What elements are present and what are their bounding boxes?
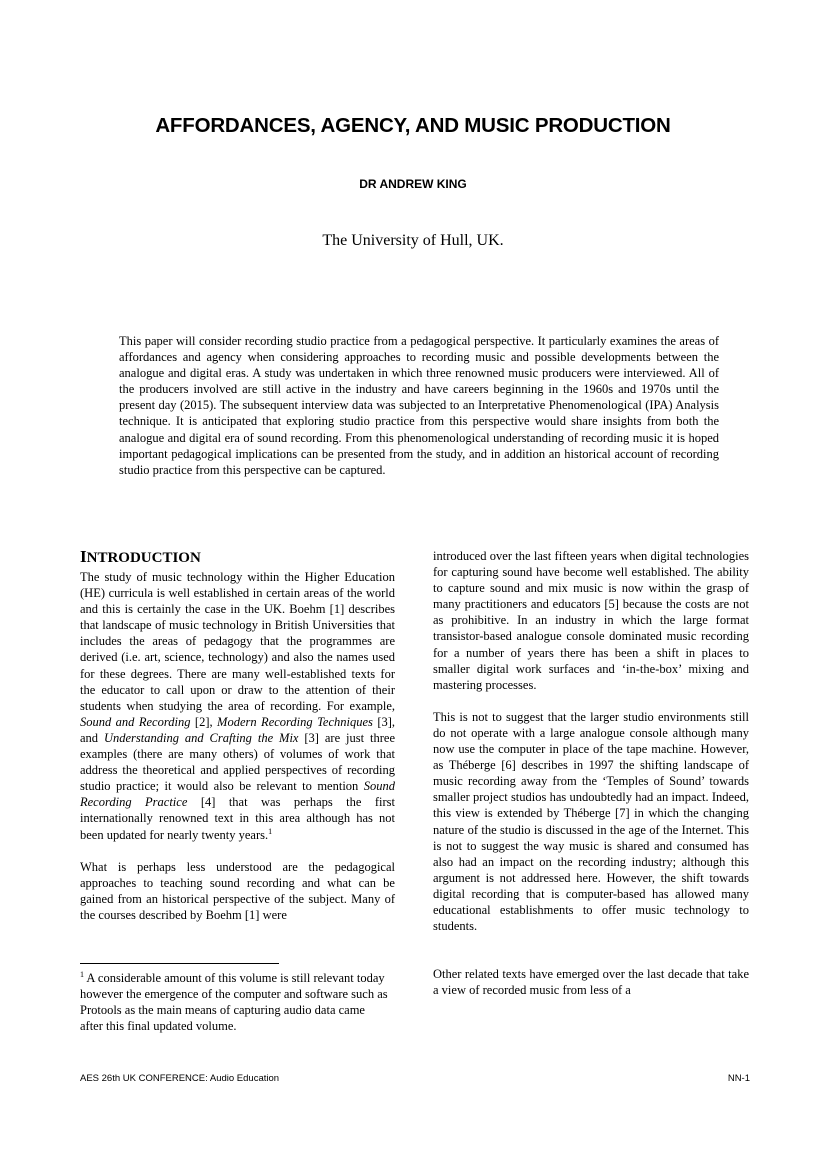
right-paragraph-1: introduced over the last fifteen years when digital technologies for capturing sound have become well established. The ability to capture sound and mix music is now within the grasp of many practitioners and educators [5] because the costs are not as prohibitive. In an industry in which the large format transistor-based analogue console dominated music recording for a number of years there has been a shift in places to smaller digital work surfaces and ‘in-the-box’ mixing and mastering processes. xyxy=(433,549,749,692)
text-run: [3] are just three examples (there are many others) of volumes of work that address the theoretical and applied perspectives of recording studio practice; it would also be relevant to mention xyxy=(80,730,396,794)
paper-title: AFFORDANCES, AGENCY, AND MUSIC PRODUCTION xyxy=(155,114,671,137)
left-column xyxy=(80,548,395,923)
section-heading-introduction xyxy=(80,548,395,567)
footnote-marker[interactable]: 1 xyxy=(268,826,273,836)
book-title: Sound and Recording xyxy=(80,714,191,729)
intro-paragraph-2: What is perhaps less understood are the pedagogical approaches to teaching sound recording and what can be gained from an historical perspective of the subject. Many of the courses described by Boehm [1] were xyxy=(80,859,395,922)
footer-page-number: NN-1 xyxy=(727,1073,750,1084)
author-name: DR ANDREW KING xyxy=(359,177,467,191)
footnote-rule xyxy=(80,963,279,964)
book-title: Modern Recording Techniques xyxy=(217,714,373,729)
right-paragraph-2: This is not to suggest that the larger studio environments still do not operate with a large analogue console although many now use the computer in place of the tape machine. However, as Théberge [6] describes in 1997 the shifting landscape of music recording away from the ‘Temples of Sound’ towards smaller project studios has undoubtedly had an impact. Indeed, this view is extended by Théberge [7] in which the changing nature of the studio is discussed in the age of the Internet. This is not to suggest the way music is shared and consumed has also had an impact on the recording industry; although this argument is not addressed here. However, the shift towards digital recording that is computer-based has allowed many educational establishments to offer music technology to students. xyxy=(433,709,749,934)
book-title: Sound Recording Practice xyxy=(80,779,396,810)
text-run: The study of music technology within the Higher Education (HE) curricula is well established in certain areas of the world and this is certainly the case in the UK. Boehm [1] describes that landscape of music technology in British Universities that includes the areas of pedagogy that the programmes are derived (i.e. art, science, technology) and also the names used for these degrees. There are many well-established texts for the educator to call upon or draw to the attention of their students when studying the area of recording. For example, xyxy=(80,570,395,713)
footnote-text: A considerable amount of this volume is still relevant today however the emergence of the computer and software such as Protools as the main means of capturing audio data came after this final updated volume. xyxy=(80,971,388,1034)
footnote xyxy=(80,970,390,1034)
text-run: [2], xyxy=(194,714,213,729)
heading-initial: I xyxy=(80,547,87,566)
book-title: Understanding and Crafting the Mix xyxy=(103,730,299,745)
footnote-number: 1 xyxy=(80,969,84,979)
footer-conference: AES 26th UK CONFERENCE: Audio Education xyxy=(80,1073,280,1084)
text-run: [4] that was perhaps the first internationally renowned text in this area although has not been updated for nearly twenty years. xyxy=(80,795,395,842)
heading-rest: NTRODUCTION xyxy=(86,550,201,566)
text-run: [3], and xyxy=(80,714,396,745)
intro-paragraph-1 xyxy=(80,569,395,843)
abstract: This paper will consider recording studio practice from a pedagogical perspective. It particularly examines the areas of affordances and agency when considering approaches to recording music and possible developments between the analogue and digital eras. A study was undertaken in which three renowned music producers were interviewed. All of the producers involved are still active in the industry and have careers beginning in the 1960s and 1970s until the present day (2015). The subsequent interview data was subjected to an Interpretative Phenomenological (IPA) Analysis technique. It is anticipated that exploring studio practice from this perspective would share insights from both the analogue and digital era of sound recording. From this phenomenological understanding of recording music it is hoped important pedagogical implications can be presented from the study, and in addition an historical account of recording studio practice from this perspective can be captured. xyxy=(119,334,719,477)
right-paragraph-3: Other related texts have emerged over the last decade that take a view of recorded music from less of a xyxy=(433,967,749,998)
author-affiliation: The University of Hull, UK. xyxy=(322,232,504,249)
right-column xyxy=(433,548,749,998)
